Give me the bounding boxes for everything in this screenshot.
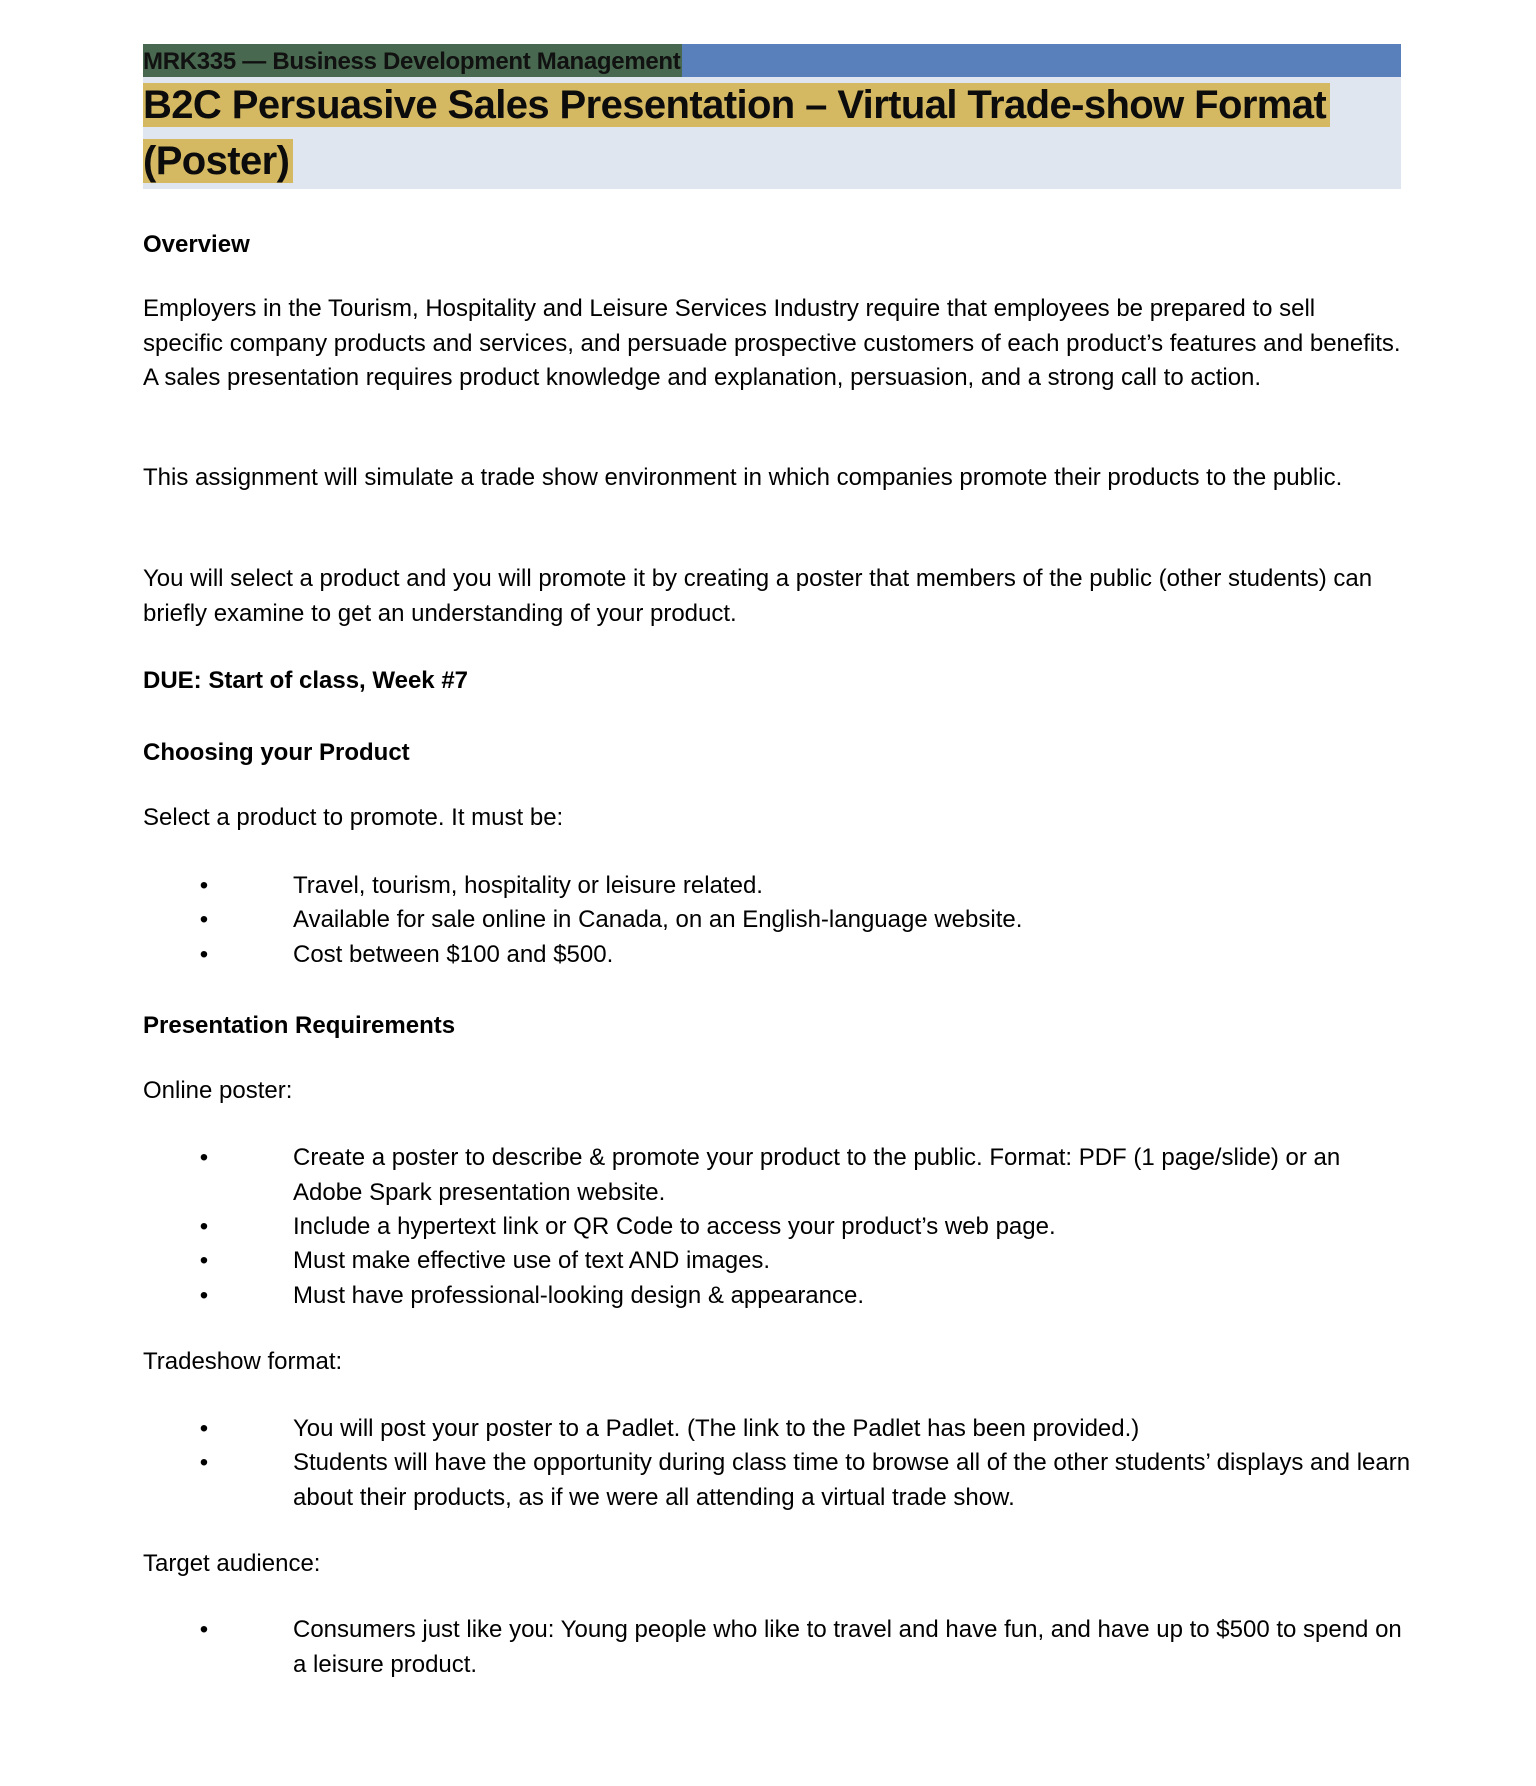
bullet-icon: • <box>199 872 209 899</box>
bullet-icon: • <box>199 941 209 968</box>
bullet-icon: • <box>199 1282 209 1309</box>
bullet-icon: • <box>199 1213 209 1240</box>
bullet-icon: • <box>199 1247 209 1274</box>
choosing-heading: Choosing your Product <box>143 739 410 766</box>
bullet-icon: • <box>199 1415 209 1442</box>
bullet-icon: • <box>199 1144 209 1171</box>
due-date: DUE: Start of class, Week #7 <box>143 667 469 694</box>
document-page <box>143 44 1401 189</box>
online-poster-label: Online poster: <box>143 1077 293 1104</box>
document-title-line-1: B2C Persuasive Sales Presentation – Virtual Trade-show Format <box>143 77 1330 133</box>
course-header-bar <box>143 44 1401 77</box>
document-title-line-2: (Poster) <box>143 133 293 189</box>
overview-paragraph-3: You will select a product and you will promote it by creating a poster that members of the public (other students) can briefly examine to get an understanding of your product. <box>143 565 1373 627</box>
bullet-icon: • <box>199 1449 209 1476</box>
bullet-icon: • <box>199 906 209 933</box>
overview-paragraph-2: This assignment will simulate a trade show environment in which companies promote their products to the public. <box>143 464 1343 491</box>
bullet-icon: • <box>199 1616 209 1643</box>
target-audience-label: Target audience: <box>143 1550 321 1577</box>
overview-paragraph-1: Employers in the Tourism, Hospitality and Leisure Services Industry require that employees be prepared to sell specific company products and services, and persuade prospective customers of each product’s features and benefits. A sales presentation requires product knowledge and explanation, persuasion, and a strong call to action. <box>143 295 1401 391</box>
overview-heading: Overview <box>143 231 250 258</box>
requirements-heading: Presentation Requirements <box>143 1012 456 1039</box>
course-label: MRK335 — Business Development Management <box>143 44 682 77</box>
choosing-intro: Select a product to promote. It must be: <box>143 804 564 831</box>
tradeshow-format-label: Tradeshow format: <box>143 1348 343 1375</box>
title-block <box>143 77 1401 189</box>
